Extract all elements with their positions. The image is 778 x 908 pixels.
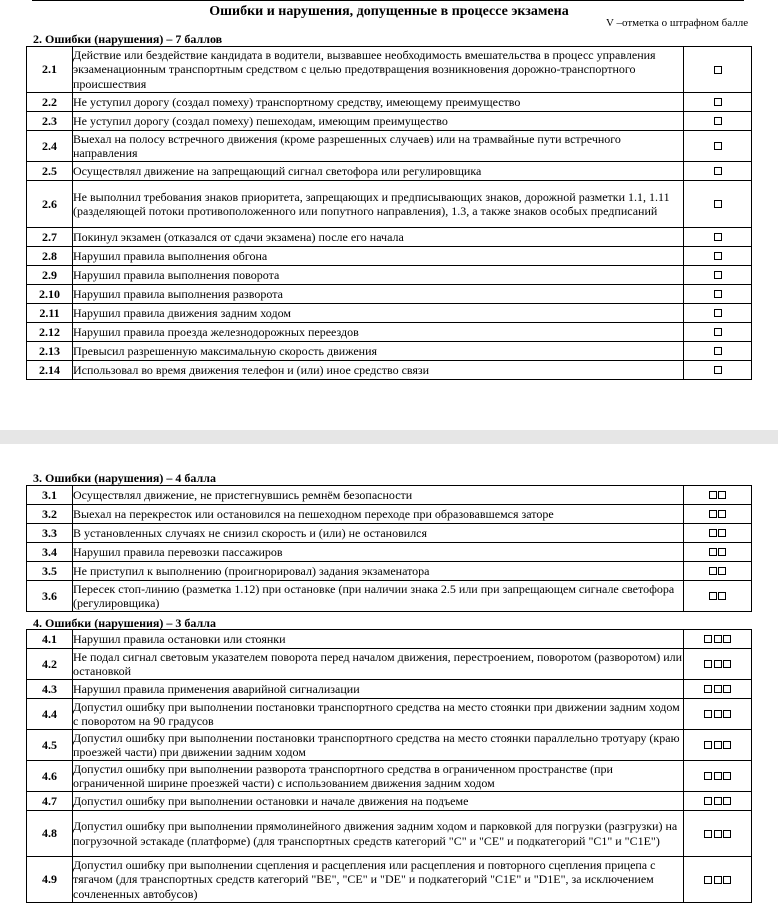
row-number: 2.1 (27, 47, 73, 93)
row-number: 3.2 (27, 505, 73, 524)
penalty-checkbox[interactable] (704, 876, 712, 884)
row-text: Использовал во время движения телефон и (или) иное средство связи (73, 361, 684, 380)
penalty-checkbox[interactable] (714, 290, 722, 298)
table-row (27, 699, 752, 730)
row-number: 2.3 (27, 112, 73, 131)
penalty-checkbox[interactable] (714, 710, 722, 718)
row-text: Нарушил правила остановки или стоянки (73, 630, 684, 649)
row-text: Не приступил к выполнению (проигнорировал) задания экзаменатора (73, 562, 684, 581)
penalty-checkbox[interactable] (714, 741, 722, 749)
row-text: Выехал на перекресток или остановился на пешеходном переходе при образовавшемся заторе (73, 505, 684, 524)
penalty-checkbox[interactable] (714, 797, 722, 805)
row-number: 4.4 (27, 699, 73, 730)
penalty-checkbox[interactable] (723, 685, 731, 693)
row-text: Действие или бездействие кандидата в водители, вызвавшее необходимость вмешательства в процесс управления экзаменационным транспортным средством с целью предотвращения возникновения дорожно-транспортного происшествия (73, 47, 684, 93)
table-row (27, 162, 752, 181)
table-row (27, 562, 752, 581)
row-text: Нарушил правила проезда железнодорожных переездов (73, 323, 684, 342)
row-text: Нарушил правила применения аварийной сигнализации (73, 680, 684, 699)
row-number: 2.9 (27, 266, 73, 285)
penalty-checkbox[interactable] (723, 797, 731, 805)
penalty-checkbox[interactable] (704, 660, 712, 668)
row-text: Осуществлял движение на запрещающий сигнал светофора или регулировщика (73, 162, 684, 181)
row-text: Превысил разрешенную максимальную скорость движения (73, 342, 684, 361)
penalty-checkbox[interactable] (718, 592, 726, 600)
table-row (27, 680, 752, 699)
row-number: 3.6 (27, 581, 73, 612)
penalty-checkbox[interactable] (714, 685, 722, 693)
row-text: Не уступил дорогу (создал помеху) транспортному средству, имеющему преимущество (73, 93, 684, 112)
table-row (27, 266, 752, 285)
row-text: Допустил ошибку при выполнении сцепления и расцепления или расцепления и повторного сцепления прицепа с тягачом (для транспортных средств категорий "BE", "CE" и "DE" и подкатегорий "C1E" и "D1E", за исключением сочлененных автобусов) (73, 857, 684, 903)
penalty-checkbox[interactable] (718, 491, 726, 499)
row-number: 2.5 (27, 162, 73, 181)
penalty-checkbox[interactable] (704, 830, 712, 838)
penalty-checkbox[interactable] (714, 167, 722, 175)
row-number: 4.7 (27, 792, 73, 811)
table-row (27, 93, 752, 112)
penalty-checkbox[interactable] (714, 233, 722, 241)
row-text: В установленных случаях не снизил скорость и (или) не остановился (73, 524, 684, 543)
penalty-checkbox[interactable] (723, 876, 731, 884)
page-separator (0, 430, 778, 444)
penalty-checkbox[interactable] (723, 710, 731, 718)
row-text: Пересек стоп-линию (разметка 1.12) при остановке (при наличии знака 2.5 или при запрещающем сигнале светофора (регулировщика) (73, 581, 684, 612)
penalty-checkbox[interactable] (723, 635, 731, 643)
table-row (27, 581, 752, 612)
penalty-checkbox[interactable] (714, 772, 722, 780)
row-number: 4.1 (27, 630, 73, 649)
row-number: 3.1 (27, 486, 73, 505)
table-row (27, 285, 752, 304)
penalty-checkbox[interactable] (718, 567, 726, 575)
penalty-checkbox[interactable] (714, 347, 722, 355)
penalty-checkbox[interactable] (714, 830, 722, 838)
table-row (27, 181, 752, 228)
table-row (27, 649, 752, 680)
row-text: Нарушил правила выполнения разворота (73, 285, 684, 304)
penalty-checkbox[interactable] (723, 660, 731, 668)
penalty-checkbox[interactable] (714, 635, 722, 643)
penalty-checkbox[interactable] (714, 117, 722, 125)
table-row (27, 342, 752, 361)
row-number: 4.9 (27, 857, 73, 903)
row-number: 2.12 (27, 323, 73, 342)
row-number: 2.2 (27, 93, 73, 112)
table-row (27, 761, 752, 792)
table-row (27, 505, 752, 524)
table-row (27, 47, 752, 93)
row-number: 2.13 (27, 342, 73, 361)
row-text: Нарушил правила перевозки пассажиров (73, 543, 684, 562)
penalty-checkbox[interactable] (714, 328, 722, 336)
table-row (27, 524, 752, 543)
section-3-table (26, 485, 752, 612)
row-text: Не уступил дорогу (создал помеху) пешеходам, имеющим преимущество (73, 112, 684, 131)
top-rule (32, 0, 744, 1)
penalty-checkbox[interactable] (714, 200, 722, 208)
penalty-checkbox[interactable] (709, 491, 717, 499)
row-number: 2.11 (27, 304, 73, 323)
penalty-checkbox[interactable] (723, 830, 731, 838)
penalty-checkbox[interactable] (704, 710, 712, 718)
penalty-checkbox[interactable] (723, 741, 731, 749)
penalty-checkbox[interactable] (714, 66, 722, 74)
row-text: Нарушил правила выполнения обгона (73, 247, 684, 266)
row-number: 4.2 (27, 649, 73, 680)
row-text: Нарушил правила движения задним ходом (73, 304, 684, 323)
penalty-checkbox[interactable] (709, 548, 717, 556)
row-text: Осуществлял движение, не пристегнувшись ремнём безопасности (73, 486, 684, 505)
penalty-checkbox[interactable] (714, 142, 722, 150)
row-number: 2.8 (27, 247, 73, 266)
row-number: 4.5 (27, 730, 73, 761)
penalty-checkbox[interactable] (714, 309, 722, 317)
penalty-checkbox[interactable] (704, 685, 712, 693)
penalty-checkbox[interactable] (714, 876, 722, 884)
table-row (27, 730, 752, 761)
row-number: 2.7 (27, 228, 73, 247)
row-number: 4.8 (27, 811, 73, 857)
table-row (27, 630, 752, 649)
row-text: Не выполнил требования знаков приоритета, запрещающих и предписывающих знаков, дорожной разметки 1.1, 1.11 (разделяющей потоки противоположенного или попутного направления), 1.3, а также знаков особых предписаний (73, 181, 684, 228)
row-text: Допустил ошибку при выполнении прямолинейного движения задним ходом и парковкой для погрузки (разгрузки) на погрузочной эстакаде (платформе) (для транспортных средств категорий "C" и "CE" и подкатегорий "C1" и "C1E") (73, 811, 684, 857)
table-row (27, 486, 752, 505)
row-number: 2.4 (27, 131, 73, 162)
row-number: 4.3 (27, 680, 73, 699)
row-number: 3.3 (27, 524, 73, 543)
table-row (27, 361, 752, 380)
row-text: Покинул экзамен (отказался от сдачи экзамена) после его начала (73, 228, 684, 247)
row-number: 4.6 (27, 761, 73, 792)
row-number: 3.5 (27, 562, 73, 581)
penalty-checkbox[interactable] (709, 529, 717, 537)
penalty-checkbox[interactable] (709, 592, 717, 600)
penalty-checkbox[interactable] (704, 772, 712, 780)
penalty-checkbox[interactable] (718, 548, 726, 556)
table-row (27, 112, 752, 131)
row-text: Допустил ошибку при выполнении постановки транспортного средства на место стоянки при движении задним ходом с поворотом на 90 градусов (73, 699, 684, 730)
penalty-checkbox[interactable] (709, 567, 717, 575)
table-row (27, 304, 752, 323)
row-text: Выехал на полосу встречного движения (кроме разрешенных случаев) или на трамвайные пути встречного направления (73, 131, 684, 162)
penalty-checkbox[interactable] (723, 772, 731, 780)
penalty-checkbox[interactable] (718, 510, 726, 518)
row-number: 2.6 (27, 181, 73, 228)
penalty-checkbox[interactable] (718, 529, 726, 537)
penalty-checkbox[interactable] (704, 635, 712, 643)
row-number: 3.4 (27, 543, 73, 562)
penalty-legend: V –отметка о штрафном балле (606, 17, 749, 29)
row-text: Допустил ошибку при выполнении постановки транспортного средства на место стоянки параллельно тротуару (краю проезжей части) при движении задним ходом (73, 730, 684, 761)
penalty-checkbox[interactable] (704, 741, 712, 749)
section-2-title: 2. Ошибки (нарушения) – 7 баллов (33, 32, 223, 46)
row-text: Не подал сигнал световым указателем поворота перед началом движения, перестроением, поворотом (разворотом) или остановкой (73, 649, 683, 678)
page-2 (0, 444, 778, 908)
table-row (27, 857, 752, 903)
penalty-checkbox[interactable] (714, 271, 722, 279)
penalty-checkbox[interactable] (714, 366, 722, 374)
row-text: Допустил ошибку при выполнении разворота транспортного средства в ограниченном пространстве (при ограниченной ширине проезжей части) с использованием движения задним ходом (73, 761, 684, 792)
table-row (27, 131, 752, 162)
row-number: 2.14 (27, 361, 73, 380)
table-row (27, 247, 752, 266)
penalty-checkbox[interactable] (709, 510, 717, 518)
section-4-title: 4. Ошибки (нарушения) – 3 балла (33, 616, 216, 630)
table-row (27, 792, 752, 811)
section-2-table (26, 46, 752, 380)
penalty-checkbox[interactable] (714, 98, 722, 106)
table-row (27, 228, 752, 247)
section-3-title: 3. Ошибки (нарушения) – 4 балла (33, 471, 216, 485)
page-1 (0, 0, 778, 430)
table-row (27, 811, 752, 857)
penalty-checkbox[interactable] (714, 660, 722, 668)
penalty-checkbox[interactable] (704, 797, 712, 805)
penalty-checkbox[interactable] (714, 252, 722, 260)
row-number: 2.10 (27, 285, 73, 304)
table-row (27, 323, 752, 342)
table-row (27, 543, 752, 562)
document-title: Ошибки и нарушения, допущенные в процессе экзамена (209, 4, 569, 19)
row-text: Допустил ошибку при выполнении остановки и начале движения на подъеме (73, 792, 684, 811)
row-text: Нарушил правила выполнения поворота (73, 266, 684, 285)
section-4-table (26, 629, 752, 903)
